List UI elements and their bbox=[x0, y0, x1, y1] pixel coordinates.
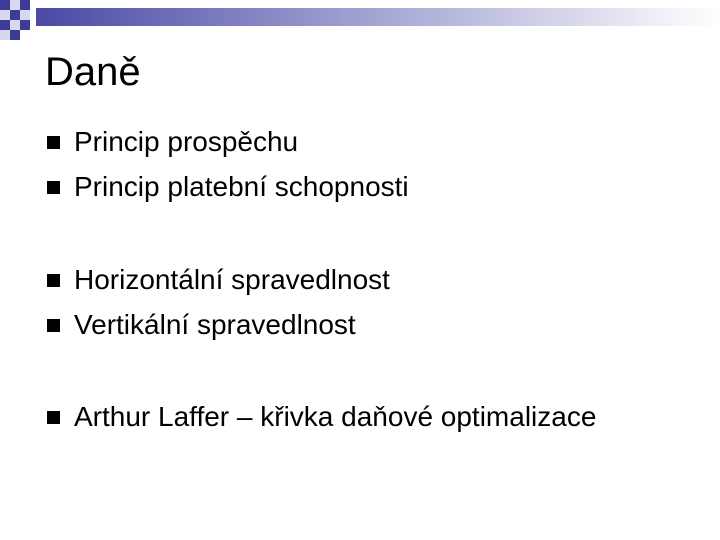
bullet-text: Princip platební schopnosti bbox=[74, 171, 409, 202]
bullet-text: Horizontální spravedlnost bbox=[74, 264, 390, 295]
bullet-text: Vertikální spravedlnost bbox=[74, 309, 356, 340]
header-square-dark-2 bbox=[20, 0, 30, 10]
slide-title: Daně bbox=[45, 50, 141, 94]
header-square-dark-1 bbox=[0, 0, 10, 10]
square-bullet-icon bbox=[47, 274, 60, 287]
bullet-item-4 bbox=[47, 307, 356, 343]
header-square-dark-5 bbox=[20, 20, 30, 30]
header-square-light-5 bbox=[0, 30, 10, 40]
header-square-light-2 bbox=[0, 10, 10, 20]
bullet-item-5 bbox=[47, 399, 596, 435]
square-bullet-icon bbox=[47, 411, 60, 424]
square-bullet-icon bbox=[47, 181, 60, 194]
header-square-light-4 bbox=[10, 20, 20, 30]
square-bullet-icon bbox=[47, 136, 60, 149]
bullet-item-1 bbox=[47, 124, 298, 160]
header-square-dark-4 bbox=[0, 20, 10, 30]
square-bullet-icon bbox=[47, 319, 60, 332]
bullet-text: Arthur Laffer – křivka daňové optimalizace bbox=[74, 401, 597, 432]
header-square-light-3 bbox=[20, 10, 30, 20]
header-square-light-1 bbox=[10, 0, 20, 10]
bullet-text: Princip prospěchu bbox=[74, 126, 299, 157]
bullet-item-2 bbox=[47, 169, 409, 205]
header-square-dark-6 bbox=[10, 30, 20, 40]
bullet-item-3 bbox=[47, 262, 390, 298]
header-gradient-band bbox=[36, 8, 720, 26]
header-square-dark-3 bbox=[10, 10, 20, 20]
